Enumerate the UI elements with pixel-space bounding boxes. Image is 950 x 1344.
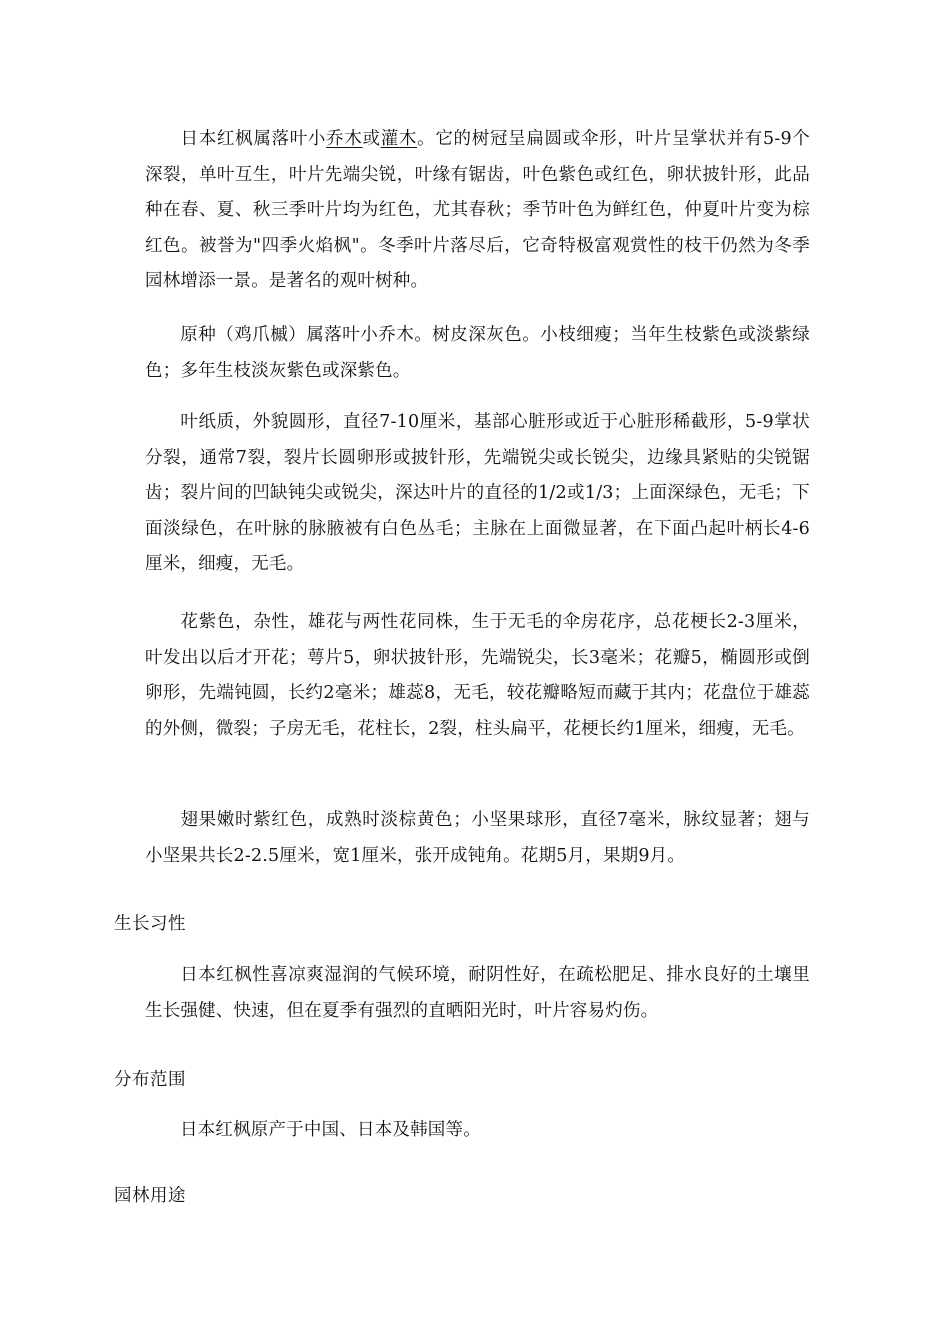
shrub-link[interactable]: 灌木 <box>380 129 418 149</box>
intro-rest-text: 。它的树冠呈扁圆或伞形，叶片呈掌状并有5-9个深裂，单叶互生，叶片先端尖锐，叶缘有锯齿，叶色紫色或红色，卵状披针形，此品种在春、夏、秋三季叶片均为红色，尤其春秋；季节叶色为鲜红色，仲夏叶片变为棕红色。被誉为"四季火焰枫"。冬季叶片落尽后，它奇特极富观赏性的枝干仍然为冬季园林增添一景。是著名的观叶树种。 <box>145 129 810 291</box>
growth-habit-heading: 生长习性 <box>114 914 186 934</box>
growth-habit-paragraph <box>145 958 810 1029</box>
flower-paragraph <box>145 605 810 747</box>
leaf-paragraph <box>145 405 810 583</box>
intro-lead-text: 日本红枫属落叶小 <box>180 129 327 149</box>
fruit-paragraph <box>145 803 810 874</box>
garden-use-heading: 园林用途 <box>114 1186 186 1206</box>
distribution-heading: 分布范围 <box>114 1070 186 1090</box>
intro-paragraph <box>145 122 810 300</box>
species-paragraph <box>145 318 810 389</box>
tree-link[interactable]: 乔木 <box>326 129 363 149</box>
growth-habit-text: 日本红枫性喜凉爽湿润的气候环境，耐阴性好，在疏松肥足、排水良好的土壤里生长强健、快速，但在夏季有强烈的直晒阳光时，叶片容易灼伤。 <box>145 965 810 1021</box>
distribution-text: 日本红枫原产于中国、日本及韩国等。 <box>180 1120 481 1140</box>
fruit-text: 翅果嫩时紫红色，成熟时淡棕黄色；小坚果球形，直径7毫米，脉纹显著；翅与小坚果共长2-2.5厘米，宽1厘米，张开成钝角。花期5月，果期9月。 <box>145 810 810 866</box>
species-text: 原种（鸡爪槭）属落叶小乔木。树皮深灰色。小枝细瘦；当年生枝紫色或淡紫绿色；多年生枝淡灰紫色或深紫色。 <box>145 325 810 381</box>
distribution-paragraph <box>145 1113 810 1149</box>
intro-mid-text: 或 <box>362 129 381 149</box>
leaf-text: 叶纸质，外貌圆形，直径7-10厘米，基部心脏形或近于心脏形稀截形，5-9掌状分裂，通常7裂，裂片长圆卵形或披针形，先端锐尖或长锐尖，边缘具紧贴的尖锐锯齿；裂片间的凹缺钝尖或锐尖，深达叶片的直径的1/2或1/3；上面深绿色，无毛；下面淡绿色，在叶脉的脉腋被有白色丛毛；主脉在上面微显著，在下面凸起叶柄长4-6厘米，细瘦，无毛。 <box>145 412 810 574</box>
flower-text: 花紫色，杂性，雄花与两性花同株，生于无毛的伞房花序，总花梗长2-3厘米，叶发出以后才开花；萼片5，卵状披针形，先端锐尖，长3毫米；花瓣5，椭圆形或倒卵形，先端钝圆，长约2毫米；雄蕊8，无毛，较花瓣略短而藏于其内；花盘位于雄蕊的外侧，微裂；子房无毛，花柱长，2裂，柱头扁平，花梗长约1厘米，细瘦，无毛。 <box>145 612 810 739</box>
